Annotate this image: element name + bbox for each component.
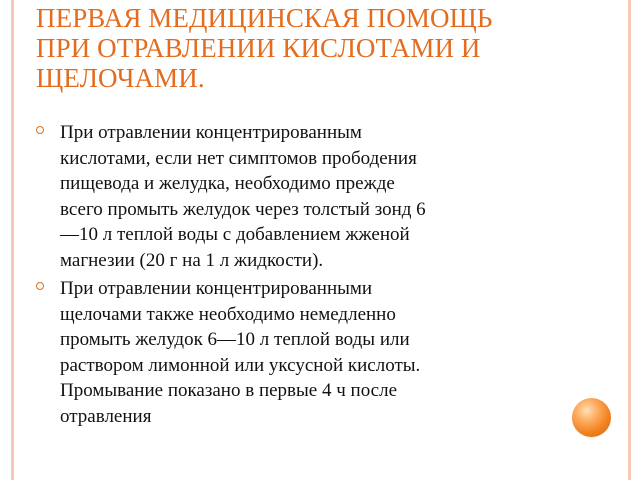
- bullet-text-line: Промывание показано в первые 4 ч после: [60, 380, 398, 401]
- bullet-text-line: кислотами, если нет симптомов прободения: [60, 147, 417, 169]
- bullet-item-acids: [36, 120, 566, 273]
- bullet-circle-icon: [36, 126, 44, 134]
- bullet-text-line: щелочами также необходимо немедленно: [60, 303, 396, 325]
- bullet-list: [36, 120, 566, 432]
- slide-title: [36, 3, 596, 93]
- bullet-text-line: При отравлении концентрированными: [60, 278, 373, 299]
- title-line: ПЕРВАЯ МЕДИЦИНСКАЯ ПОМОЩЬ: [36, 3, 493, 33]
- bullet-text-line: всего промыть желудок через толстый зонд 6: [60, 198, 426, 220]
- right-frame-line: [628, 0, 631, 480]
- bullet-text-line: магнезии (20 г на 1 л жидкости).: [60, 249, 324, 271]
- bullet-text-line: промыть желудок 6—10 л теплой воды или: [60, 329, 410, 350]
- title-line: ЩЕЛОЧАМИ.: [36, 63, 205, 93]
- bullet-text-line: При отравлении концентрированным: [60, 122, 362, 143]
- bullet-text-line: отравления: [60, 405, 152, 427]
- orange-orb-icon: [572, 398, 611, 437]
- title-line: ПРИ ОТРАВЛЕНИИ КИСЛОТАМИ И: [36, 33, 481, 63]
- bullet-text-line: раствором лимонной или уксусной кислоты.: [60, 354, 421, 376]
- left-frame-line: [11, 0, 14, 480]
- bullet-item-alkalis: [36, 276, 566, 429]
- bullet-text-line: —10 л теплой воды с добавлением жженой: [60, 224, 410, 245]
- bullet-circle-icon: [36, 282, 44, 290]
- bullet-text-line: пищевода и желудка, необходимо прежде: [60, 173, 395, 194]
